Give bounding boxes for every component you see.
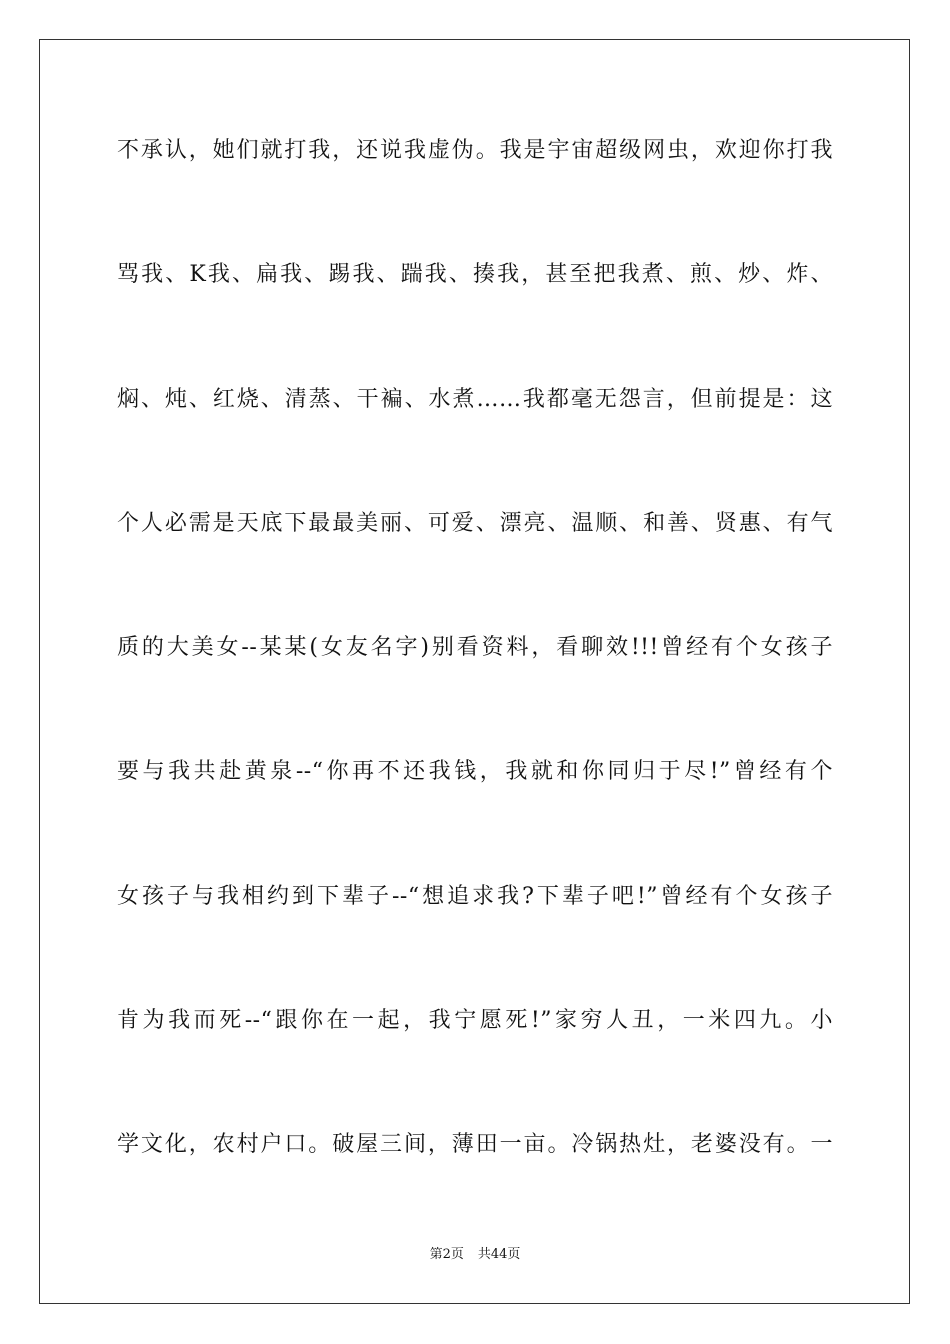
text-line-2: 骂我、K我、扁我、踢我、踹我、揍我，甚至把我煮、煎、炒、炸、 <box>117 262 833 288</box>
text-line-9: 学文化，农村户口。破屋三间，薄田一亩。冷锅热灶，老婆没有。一 <box>117 1132 833 1158</box>
text-line-3: 焖、炖、红烧、清蒸、干褊、水煮……我都毫无怨言，但前提是：这 <box>117 386 833 412</box>
page-footer <box>0 1245 950 1265</box>
total-pages: 共44页 <box>477 1247 521 1262</box>
document-body <box>117 127 833 1246</box>
text-line-7: 女孩子与我相约到下辈子--“想追求我?下辈子吧!”曾经有个女孩子 <box>117 883 833 909</box>
text-line-8: 肯为我而死--“跟你在一起，我宁愿死!”家穷人丑，一米四九。小 <box>117 1008 833 1034</box>
text-line-5: 质的大美女--某某(女友名字)别看资料，看聊效!!!曾经有个女孩子 <box>117 635 833 661</box>
text-line-4: 个人必需是天底下最最美丽、可爱、漂亮、温顺、和善、贤惠、有气 <box>117 510 833 536</box>
text-line-1: 不承认，她们就打我，还说我虚伪。我是宇宙超级网虫，欢迎你打我 <box>117 138 833 163</box>
text-line-6: 要与我共赴黄泉--“你再不还我钱，我就和你同归于尽!”曾经有个 <box>117 759 833 785</box>
page-number: 第2页 <box>429 1247 464 1262</box>
